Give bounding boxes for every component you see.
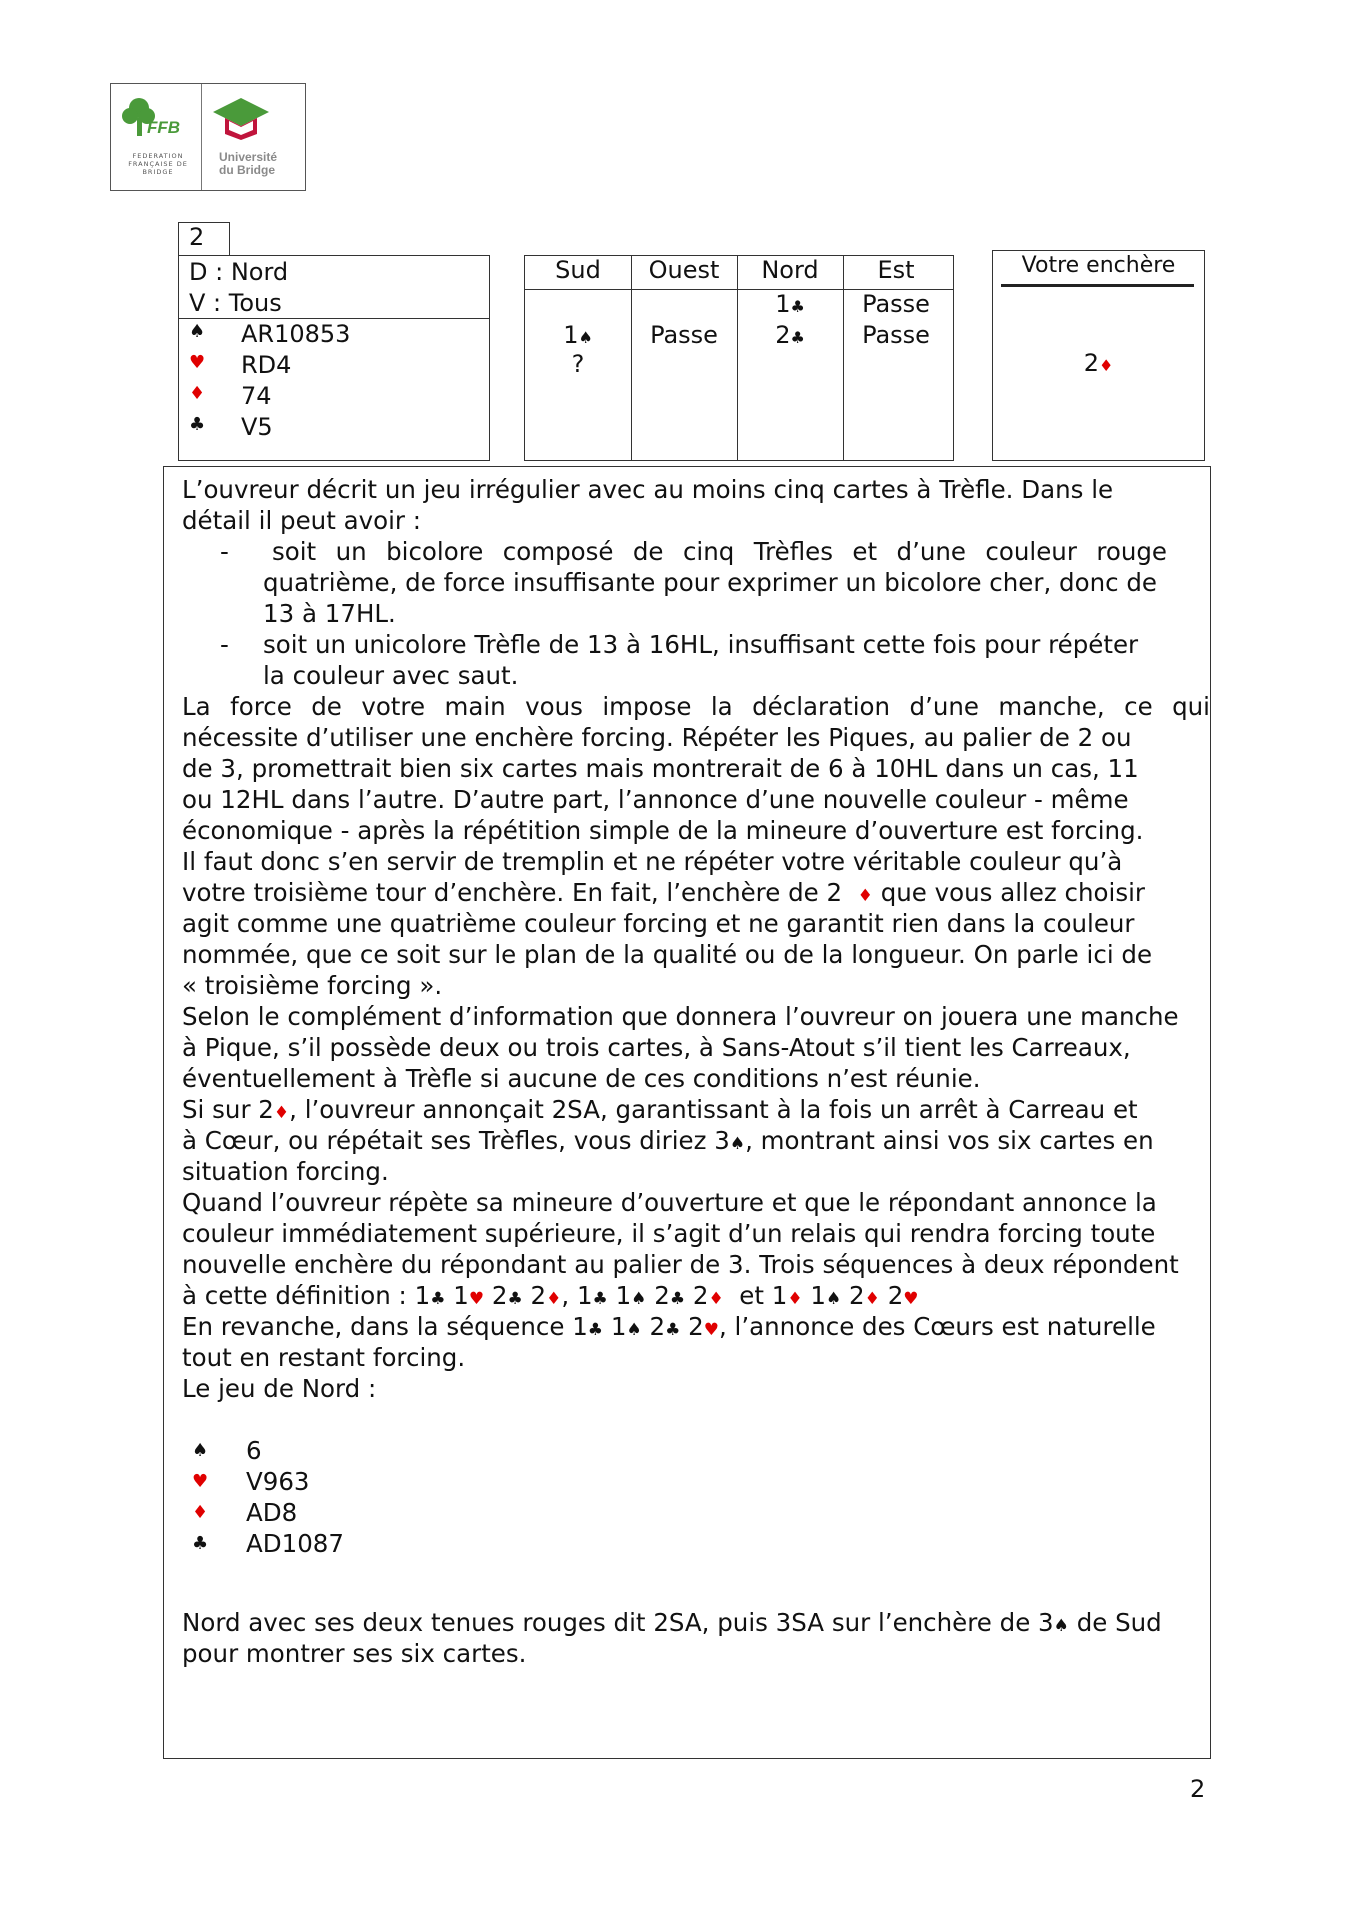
text-line: nommée, que ce soit sur le plan de la qualité ou de la longueur. On parle ici de — [182, 940, 1153, 969]
dealer: D : Nord — [189, 258, 289, 286]
text-line: à Pique, s’il possède deux ou trois cartes, à Sans-Atout s’il tient les Carreaux, — [182, 1033, 1131, 1062]
text-line: pour montrer ses six cartes. — [182, 1639, 527, 1668]
text-line: nécessite d’utiliser une enchère forcing. Répéter les Piques, au palier de 2 ou — [182, 723, 1132, 752]
ffb-label: FFB — [147, 118, 181, 137]
heart-icon: ♥ — [192, 1471, 209, 1492]
spade-icon: ♠ — [192, 1440, 209, 1461]
bid-sud-2: ? — [571, 350, 585, 378]
club-icon: ♣ — [192, 1533, 209, 1554]
hand-diamonds: 74 — [241, 382, 272, 410]
deal-info-box — [178, 255, 490, 461]
text-line: situation forcing. — [182, 1157, 389, 1186]
text-line: à Cœur, ou répétait ses Trèfles, vous diriez 3♠, montrant ainsi vos six cartes en — [182, 1126, 1154, 1155]
text-line: couleur immédiatement supérieure, il s’agit d’un relais qui rendra forcing toute — [182, 1219, 1156, 1248]
text-line: nouvelle enchère du répondant au palier de 3. Trois séquences à deux répondent — [182, 1250, 1179, 1279]
explanation-box — [163, 466, 1211, 1759]
text-line: 13 à 17HL. — [263, 599, 396, 628]
text-line: quatrième, de force insuffisante pour exprimer un bicolore cher, donc de — [263, 568, 1157, 597]
text-line: la couleur avec saut. — [263, 661, 519, 690]
bullet: - — [220, 630, 229, 659]
deal-number-box — [178, 222, 230, 256]
nord-clubs: AD1087 — [246, 1529, 344, 1558]
text-line: « troisième forcing ». — [182, 971, 443, 1000]
bid-sud-1: 1♠ — [563, 321, 593, 349]
diamond-icon: ♦ — [192, 1502, 209, 1523]
vulnerability: V : Tous — [189, 289, 282, 317]
nord-spades: 6 — [246, 1436, 262, 1465]
spade-icon: ♠ — [189, 321, 206, 342]
text-line: tout en restant forcing. — [182, 1343, 466, 1372]
text-line: soit un unicolore Trèfle de 13 à 16HL, insuffisant cette fois pour répéter — [263, 630, 1139, 659]
text-line: La force de votre main vous impose la déclaration d’une manche, ce qui — [182, 692, 1210, 721]
nord-hearts: V963 — [246, 1467, 310, 1496]
header-ouest: Ouest — [648, 256, 720, 284]
hand-clubs: V5 — [241, 413, 273, 441]
text-line: En revanche, dans la séquence 1♣ 1♠ 2♣ 2♥, l’annonce des Cœurs est naturelle — [182, 1312, 1156, 1341]
text-line: Le jeu de Nord : — [182, 1374, 377, 1403]
diamond-icon: ♦ — [189, 383, 206, 404]
text-line: L’ouvreur décrit un jeu irrégulier avec au moins cinq cartes à Trèfle. Dans le — [182, 475, 1114, 504]
deal-number: 2 — [189, 223, 205, 251]
bid-est-1: Passe — [862, 290, 930, 318]
text-line: votre troisième tour d’enchère. En fait, l’enchère de 2 ♦ que vous allez choisir — [182, 878, 1145, 907]
text-line: Si sur 2♦, l’ouvreur annonçait 2SA, garantissant à la fois un arrêt à Carreau et — [182, 1095, 1138, 1124]
text-line: éventuellement à Trèfle si aucune de ces conditions n’est réunie. — [182, 1064, 981, 1093]
universite-label: Université du Bridge — [219, 150, 278, 177]
bid-nord-1: 1♣ — [775, 290, 805, 318]
club-icon: ♣ — [189, 414, 206, 435]
text-line: soit un bicolore composé de cinq Trèfles et d’une couleur rouge — [272, 537, 1167, 566]
nord-diamonds: AD8 — [246, 1498, 298, 1527]
bid-est-2: Passe — [862, 321, 930, 349]
text-line: détail il peut avoir : — [182, 506, 422, 535]
hand-hearts: RD4 — [241, 351, 292, 379]
answer-box — [992, 250, 1205, 461]
page-number: 2 — [1190, 1775, 1206, 1803]
answer-bid: 2♦ — [1083, 349, 1114, 377]
bidding-table — [524, 255, 954, 461]
bid-ouest-1: Passe — [650, 321, 718, 349]
ffb-logo — [110, 83, 306, 191]
text-line: à cette définition : 1♣ 1♥ 2♣ 2♦, 1♣ 1♠ 2♣ 2♦ et 1♦ 1♠ 2♦ 2♥ — [182, 1281, 919, 1310]
header-est: Est — [877, 256, 915, 284]
text-line: Nord avec ses deux tenues rouges dit 2SA, puis 3SA sur l’enchère de 3♠ de Sud — [182, 1608, 1162, 1637]
text-line: agit comme une quatrième couleur forcing et ne garantit rien dans la couleur — [182, 909, 1135, 938]
text-line: Quand l’ouvreur répète sa mineure d’ouverture et que le répondant annonce la — [182, 1188, 1157, 1217]
hand-spades: AR10853 — [241, 320, 351, 348]
mortarboard-icon — [211, 94, 271, 144]
text-line: Selon le complément d’information que donnera l’ouvreur on jouera une manche — [182, 1002, 1179, 1031]
header-nord: Nord — [761, 256, 819, 284]
bullet: - — [220, 537, 229, 566]
answer-title: Votre enchère — [1021, 253, 1176, 278]
bid-nord-2: 2♣ — [775, 321, 805, 349]
header-sud: Sud — [555, 256, 601, 284]
text-line: ou 12HL dans l’autre. D’autre part, l’annonce d’une nouvelle couleur - même — [182, 785, 1129, 814]
text-line: Il faut donc s’en servir de tremplin et ne répéter votre véritable couleur qu’à — [182, 847, 1123, 876]
heart-icon: ♥ — [189, 352, 206, 373]
federation-label: FEDERATION FRANÇAISE DE BRIDGE — [128, 152, 188, 176]
text-line: économique - après la répétition simple de la mineure d’ouverture est forcing. — [182, 816, 1144, 845]
text-line: de 3, promettrait bien six cartes mais montrerait de 6 à 10HL dans un cas, 11 — [182, 754, 1139, 783]
